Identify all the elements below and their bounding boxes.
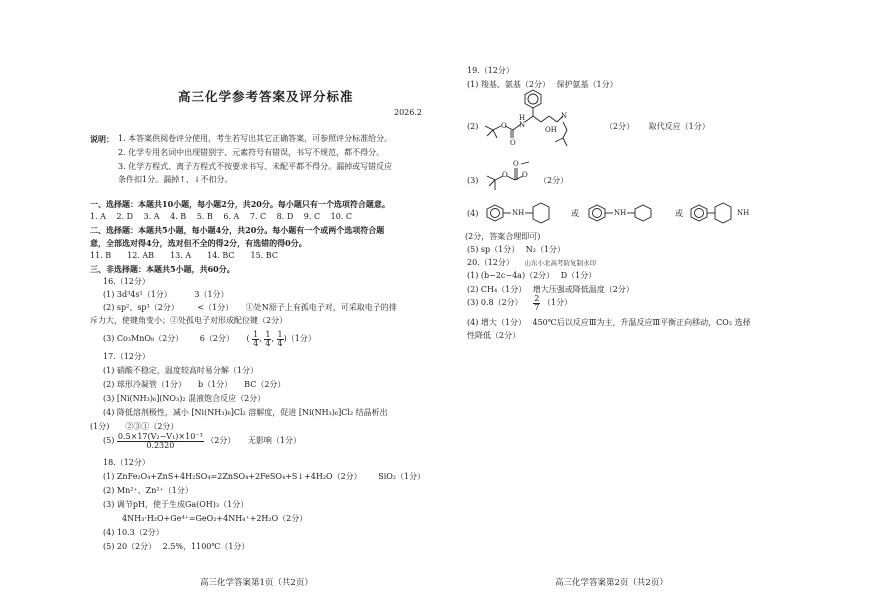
q17-line3: (3) [Ni(NH₃)₆](NO₃)₂ 混液饱合反应（2分） xyxy=(103,394,266,403)
fraction: $\frac{1}{4}$ xyxy=(253,329,259,348)
footer-right: 高三化学答案第2页（共2页） xyxy=(555,578,668,588)
doc-date: 2026.2 xyxy=(394,108,422,117)
structure-q19-4b: NH xyxy=(585,197,673,231)
section-2-title-a: 二、选择题：本题共5小题，每小题4分，共20分。每小题有一个或两个选项符合题 xyxy=(90,225,385,235)
watermark: 山东小北高考防复制水印 xyxy=(524,259,596,267)
q16-head: 16.（12分） xyxy=(103,277,150,286)
q19-line3-score: （2分） xyxy=(539,176,569,185)
q17-line1: (1) 硝酸不稳定，温度较高时易分解（1分） xyxy=(103,366,258,375)
structure-q19-2: OH H N O O N xyxy=(483,86,603,156)
q17-line6: (5) $\frac{\text{0.5×17(V₂−V₁)×10⁻³}}{0.2320}$ （2分） 无影响（1分） xyxy=(103,431,302,450)
q20-line4a: (4) 增大（1分） 450℃后以反应Ⅲ为主，升温反应Ⅲ平衡正向移动，CO₂ 选择 xyxy=(467,318,751,327)
q19-line2-score: （2分） 取代反应（1分） xyxy=(605,122,710,131)
section-2-title-b: 意，全部选对得4分，选对但不全的得2分，有选错的得0分。 xyxy=(90,238,307,248)
notes-label: 说明： xyxy=(90,134,114,144)
q20-line4b: 性降低（2分） xyxy=(467,331,521,340)
section-2-answers: 11. B 12. AB 13. A 14. BC 15. BC xyxy=(90,251,278,260)
fraction: $\frac{1}{4}$ xyxy=(277,329,283,348)
q17-head: 17.（12分） xyxy=(103,352,150,361)
q19-head: 19.（12分） xyxy=(467,66,514,75)
section-1-title: 一、选择题：本题共10小题，每小题2分，共20分。每小题只有一个选项符合题意。 xyxy=(90,199,390,209)
fraction: $\frac{\text{0.5×17(V₂−V₁)×10⁻³}}{0.2320}$ xyxy=(117,431,203,450)
q17-line2: (2) 球形冷凝管（1分） b（1分） BC（2分） xyxy=(103,380,286,389)
q20-line3: (3) 0.8（2分） $\frac{2}{7}$ （1分） xyxy=(467,293,572,312)
q18-line3: (3) 调节pH，使于生成Ga(OH)₃（1分） xyxy=(103,500,249,509)
section-3-title: 三、非选择题：本题共5小题，共60分。 xyxy=(90,264,235,274)
doc-title: 高三化学参考答案及评分标准 xyxy=(178,89,354,104)
q19-line3-prefix: (3) xyxy=(467,176,479,185)
fraction: $\frac{1}{4}$ xyxy=(265,329,271,348)
molecule-drawing xyxy=(585,197,673,231)
q19-line4-or2: 或 xyxy=(675,209,683,218)
q18-line5: (4) 10.3（2分） xyxy=(103,528,164,537)
note-3b: 条件扣1分。漏掉↑、↓不扣分。 xyxy=(118,175,233,184)
q20-head: 20.（12分） 山东小北高考防复制水印 xyxy=(467,258,596,267)
q19-line5: (5) sp（1分） N₂（1分） xyxy=(467,245,566,254)
q18-line6: (5) 20（2分） 2.5%，1100℃（1分） xyxy=(103,542,250,551)
note-3a: 3. 化学方程式、离子方程式不按要求书写、未配平都不得分。漏掉或写错反应 xyxy=(118,162,393,171)
q19-line4-note: (2分，答案合理即可) xyxy=(465,232,541,241)
q20-line2: (2) CH₄（1分） 增大压强或降低温度（2分） xyxy=(467,285,634,294)
q20-line1: (1) (b−2c−4a)（2分） D（1分） xyxy=(467,271,597,280)
q16-line4: (3) Co₃MnO₈（2分） 6（2分） ( $\frac{1}{4}$ , $\frac{1}{4}$ , $\frac{1}{4}$ )（1分） xyxy=(103,329,316,348)
q17-line4: (4) 降低溶剂极性，减小 [Ni(NH₃)₆]Cl₂ 溶解度，促进 [Ni(NH₃)₆]Cl₂ 结晶析出 xyxy=(103,408,388,417)
q18-head: 18.（12分） xyxy=(103,458,150,467)
structure-q19-3: O O O xyxy=(483,160,533,194)
footer-left: 高三化学答案第1页（共2页） xyxy=(200,578,313,588)
section-1-answers: 1. A 2. D 3. A 4. B 5. B 6. A 7. C 8. D 9. C 10. C xyxy=(90,212,353,221)
structure-q19-4c: NH xyxy=(687,197,757,231)
q19-line2-prefix: (2) xyxy=(467,122,479,131)
q16-line2: (2) sp²、sp³（2分） <（1分） ①处N原子上有孤电子对，可采取电子的排 xyxy=(103,303,397,312)
page-2 xyxy=(435,0,870,615)
q19-line4-prefix: (4) xyxy=(467,209,479,218)
q18-line4: 4NH₃·H₂O+Ge⁴⁺=GeO₂+4NH₄⁺+2H₂O（2分） xyxy=(122,514,308,523)
molecule-drawing xyxy=(483,86,603,156)
q17-line5: (1分) ②③①（2分） xyxy=(90,422,179,431)
fraction: $\frac{2}{7}$ xyxy=(534,293,540,312)
structure-q19-4a: NH xyxy=(483,197,573,231)
q18-line2: (2) Mn²⁺、Zn²⁺（1分） xyxy=(103,486,193,495)
q19-line1: (1) 羧基、氨基（2分） 保护氨基（1分） xyxy=(467,80,618,89)
note-1: 1. 本答案供阅卷评分使用，考生若写出其它正确答案，可参照评分标准给分。 xyxy=(118,134,393,143)
q19-line4-or1: 或 xyxy=(571,209,579,218)
q16-line3: 斥力大，使键角变小；②处孤电子对形成配位键（2分） xyxy=(90,316,288,325)
note-2: 2. 化学专用名词中出现错别字、元素符号有错误，书写不规范，都不得分。 xyxy=(118,148,385,157)
molecule-drawing xyxy=(483,197,573,231)
q16-line1: (1) 3d³4s¹（1分） 3（1分） xyxy=(103,290,229,299)
q18-line1: (1) ZnFe₂O₄+ZnS+4H₂SO₄=2ZnSO₄+2FeSO₄+S↓+4H₂O（2分） SiO₂（1分） xyxy=(103,472,426,481)
